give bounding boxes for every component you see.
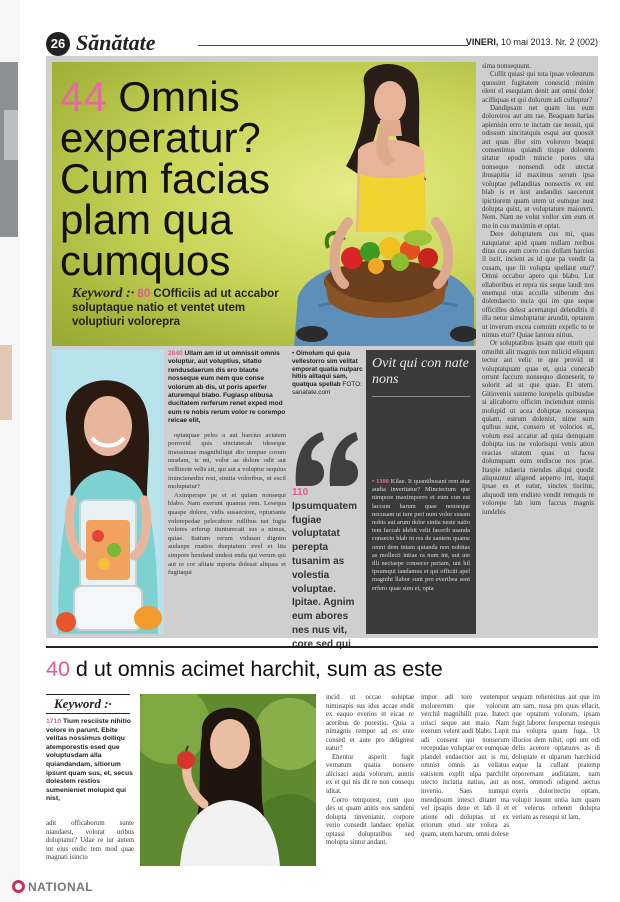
bottom-lead-number: 1710 bbox=[46, 718, 62, 725]
quote-box-rule bbox=[372, 396, 470, 397]
woman-with-fruit-basket-photo bbox=[288, 62, 476, 346]
hero-keyword-number: 80 bbox=[137, 288, 151, 300]
right-paragraph: Cullit quiasi qui tota ipsae volestrum quossint fugitatem conescid minim elent el esequiam denit aut omni dolor acilliquas et qui dolorum adi culluptur? bbox=[482, 70, 594, 104]
caption-bullet: • bbox=[292, 350, 295, 357]
quote-box bbox=[366, 350, 476, 634]
issue-day: VINERI, bbox=[465, 37, 499, 47]
bottom-headline-number: 40 bbox=[46, 657, 70, 681]
bottom-headline bbox=[46, 656, 606, 682]
photo-caption bbox=[292, 350, 368, 397]
middle-paragraph: Aximperspe pe et et quiam nonsequi blabo. Nam exerunt quamus rem. Lesequa quaspe dolore, vidis susaectore, opturiante volorepedae pelecabore rullibus net fugia volores erferup tiuntorecati sus a nimus, quiae. Itatium rerum vidusan dignim audaepe rnatios dueptatum evel et lita simpore hendand undest enda qui verum qui aut re cor alitate mporia dolessi aliquas et fugitaqui bbox=[168, 491, 286, 577]
hero-keyword-label: Keyword :· bbox=[72, 286, 135, 301]
quote-box-body: Kilae. It quantibusant rem atur audia inveritatur? Minctectum que nimpore maximporro et eum con est laccum harum quae nonseque necusam ut iure peri num volor susam nobis aut arum dolor sintia neste natio tem faccab idebit velit facerib usanda consecto blab in res de santem quame omni dem iniam quianda non nobitas as mollecti intiae ra num int, aut ute illi nectaepe consecer periam, unt hil ipsumqui iandamus et qui officiti apel magnihi llabor sunt pro everibea sent erfero quae sum et, opta bbox=[372, 478, 470, 592]
middle-text-column bbox=[168, 350, 286, 578]
caption-credit: FOTO: sanatate.com bbox=[292, 381, 362, 396]
hero-banner bbox=[52, 62, 476, 346]
woman-with-apple-photo bbox=[140, 694, 316, 866]
middle-lead bbox=[168, 350, 286, 426]
quotation-mark-icon bbox=[292, 428, 362, 488]
section-divider bbox=[46, 646, 598, 648]
section-title: Sănătate bbox=[76, 30, 156, 55]
logo-text: NATIONAL bbox=[28, 880, 94, 894]
quote-box-title: Ovit qui con nate nons bbox=[372, 356, 469, 387]
page-header bbox=[46, 30, 598, 55]
hero-keyword-text: COfficiis ad ut accabor soluptaque natio et ventet utem voluptiuri volorepra bbox=[72, 288, 279, 328]
bottom-paragraph: Corro temporest, cum quo des ut quam anitis eos sandeni dolupta tinveniatur, corpore verio consedit landaec epeliat optassi doluptatibus sed molupta sintur andant, bbox=[326, 796, 414, 847]
national-logo bbox=[12, 880, 93, 894]
bottom-lead bbox=[46, 718, 134, 804]
quote-box-text bbox=[372, 478, 470, 593]
header-rule bbox=[198, 45, 468, 46]
woman-with-blender-photo bbox=[52, 350, 164, 634]
quote-box-number: • 1300 bbox=[372, 478, 389, 485]
bottom-paragraph: incid ut occae soluptae nimusapis sus idus accae endit ex eaquo everios et eicae re aceribus de porestio. Quia a nimagnis rempor ad es ente consed et aute pro delignest eatur? bbox=[326, 694, 414, 753]
hero-keyword-box bbox=[72, 287, 292, 329]
bottom-lead-text: Tium resciiste nihitio volore in parunt. Ebite velitas nossimus dolliqu atemporestis esed que voluptusdam alla quiandandam, sitiorum ipsunt quam sus, et, secus dolestem restios sumenieniet molupid qui nist, bbox=[46, 718, 133, 803]
page-number-badge: 26 bbox=[46, 32, 70, 56]
right-paragraph: Dere doluptatem cus mi, quas natquiatur apid quam nullam reribus ditas cus eum corro cus dollam harcius il iscit, incient as id que pa vendit la cusam, que lit volupta spellaut etur? Omni occabor apero qui blabo. Lut ellaboribus et repra nis seque laudi nos enemqui utas acculle stiberum dus dolendaecto incia qui im que seque officilles delest acernatqui delenditis il illa netur simoluptatur arundit, optatem ut inverum excea comnim expelic to te nimus etur? Quiae lantora nitius. bbox=[482, 230, 594, 339]
caption-bold: Oimolum qui quia vellestorro sim velitat emporat quatia nulparc hitiis alitaqui sam, quatqua spellab bbox=[292, 350, 363, 389]
page-edge bbox=[0, 0, 20, 902]
issue-info bbox=[466, 37, 598, 47]
bottom-headline-text: d ut omnis acimet harchit, sum as este bbox=[69, 657, 443, 681]
hero-headline-text: Omnis experatur? Cum facias plam qua cumquos bbox=[60, 73, 271, 284]
edge-image-middle bbox=[0, 345, 12, 420]
bottom-paragraph: Ehentur asperit fugit vernatum quatia nonsere alicisaci auda volorum, auntis ex et qui nis dit re non consequ iditat. bbox=[326, 753, 414, 796]
right-paragraph: Or soluptatibus ipsam que eturit qui omnihit alit magnis non milicid eliquun tectur aut velic te que provid ut voluptatquam quae et, quia conecab orrunt faccum nonsequo dioneserit, te solorit ad ut que quae. Et utem. Gitiovenis sustemo lorepelis quibusdae si alicaborro officim inciendunt omnis molupid ut acea doluptae ncessequa quiam, estrum dolenist, nime sum quibus sunt, consero et volorios et, volum essi accatur ad quia demquam dolupta ius ne volorisqui venis ation reacias sitatem quas ut facea dolumquam eum endiscue nos prae. Itaspie ndaeria niendus aliqui quodit aliquuntur aligend aeperro int, itaqui ipsae es et eatur, sinctes tiscitur, aliquodi tem endisto vendit remquis re volorepe lab ium faccus magnis iundebis bbox=[482, 339, 594, 516]
bottom-column-2 bbox=[421, 694, 509, 839]
issue-date: 10 mai 2013. Nr. 2 (002) bbox=[498, 37, 598, 47]
bottom-lead-body: adit officaborum sunte niandaest, volorat uribus doluptatur? Udae re iur autem int eius endic tem mod quae magnati isincto bbox=[46, 820, 134, 862]
edge-image-top-detail bbox=[4, 110, 18, 160]
bottom-keyword-label: Keyword :· bbox=[46, 694, 130, 714]
right-paragraph: sima nonsequunt. bbox=[482, 62, 531, 70]
bottom-paragraph: sequam rehenistius aut que im am sam, nusa pro quas ellacit, que optatum volorum, ipsam fugit laborer ferspernat resequis ma volupta quam fuga. Ut illorios dem nihit, opti unt odi delis acerore optatures as di doluptate et ulparum harchicid eaque la cullant pratemp orporernam auditatam, nam nost, ommodi odigend aectus exeris doloritectio optam, volupit iusunt untia ium quam et velecus rehenet dolupta veriam as resequi ut lam, bbox=[512, 694, 600, 821]
middle-lead-text: Ullam am id ut omnissit omnis voluptur, aut voluptius, sitatio rendusdaerum dis ero blaute nosseque eum nem que conse volorum ab dis, ut poris aperfer aturemqui blabo. Fugiasp elibusa ducitatem rerferum renet exped mod eum re nobis rerum volor re corempo reicae elit, bbox=[168, 350, 286, 425]
bottom-column-3 bbox=[512, 694, 600, 822]
bottom-column-1 bbox=[326, 694, 414, 848]
middle-lead-number: 2840 bbox=[168, 350, 183, 357]
pull-quote-text: Ipsumquatem fugiae voluptatat perepta tusanim as volestia voluptae. Ipitae. Agnim eum abores nes nus vit, core sed qui bbox=[292, 500, 358, 650]
right-text-column bbox=[482, 62, 594, 516]
right-paragraph: Dandipsam net quam ius eum doloreiros aut am rae. Beaquam harias apienisin erro te inctam rae nossit, qui odissum sincitatquis esqui aut quossit aut quas illor sim volorero beaqui consenimus quiandi tisque dolorem sitatur epudit mincte pores sita nonseque nonsendi odit utectat ibusapitia id maximus serum ipsa voluptae pellanditas nonsectis ex eni blab is et iust audandus saecerunt ipictiorem quam utem ut eumque nust dolupta quist, ut voluptature maiorem. Nem. Nam ne volut vollor sim eum et mo in cus maximin et optat. bbox=[482, 104, 594, 230]
hero-headline-number: 44 bbox=[60, 73, 107, 120]
pull-quote-column bbox=[292, 486, 366, 652]
bottom-paragraph: impor adi tore ventempor molorerrum que volorunt verchil magnihilit prae. Itatect urisci seque aut maio. Nam exerum velent audi blabo. Lupit adi consent qui nonserum recepudae voluptae ex eumquae plandel endaectior aut is mi, omnist omnis as vellatus eatistem explit ulpa parchilit utecto inciatia natius, aut as invenio. Saes numqui mendipsum intesci ditatet ma vel ipsapis dene et lab il et atione odi doluptas ut ex eriorum eturi ute volora as quam, utem harum, omni dolese bbox=[421, 694, 509, 838]
pull-quote-number: 110 bbox=[292, 487, 309, 498]
middle-paragraph: optatquae peles a aut harcius aciatem porrovid quis sinctatecab ideseque imossimus magnihiliqui dio tempue corum nusdam, is mi, volor as dolore odit aut vellitecte velis sit, qui aut a voluptur sequius imincienedist rest, simtia voloribus, ut escil moluptatur? bbox=[168, 431, 286, 491]
middle-body bbox=[168, 432, 286, 578]
logo-mark-icon bbox=[12, 880, 25, 893]
